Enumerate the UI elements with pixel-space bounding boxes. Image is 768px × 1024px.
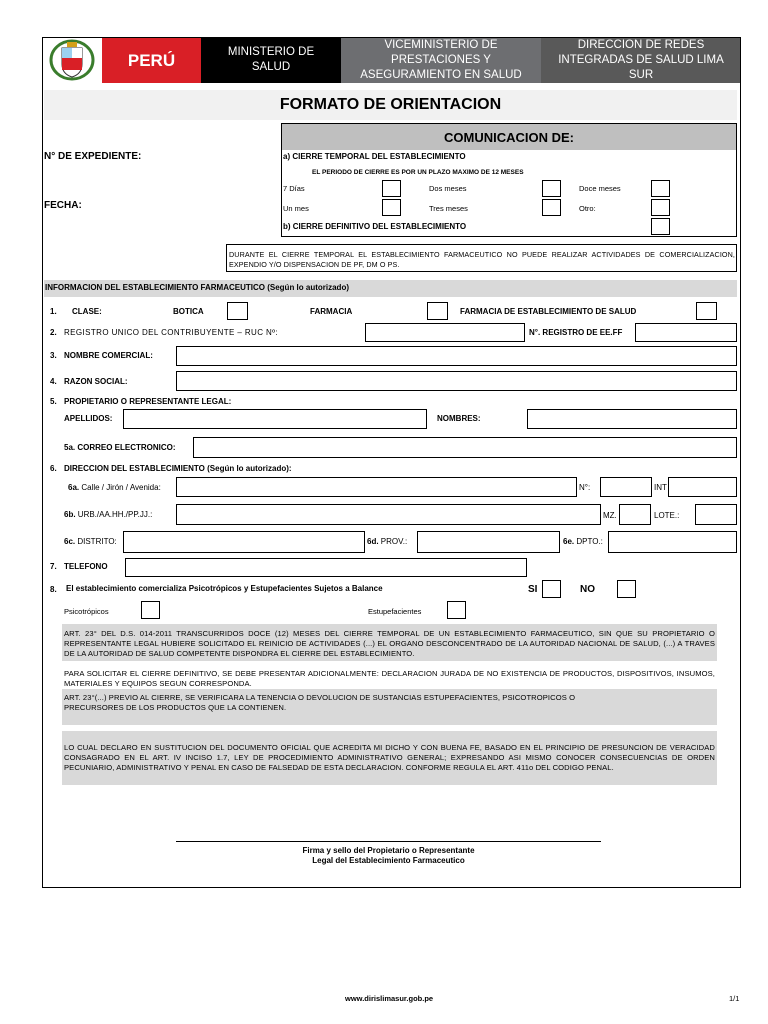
checkbox-tres-meses[interactable] bbox=[542, 199, 561, 216]
art23b-line2: PRECURSORES DE LOS PRODUCTOS QUE LA CONTIENEN. bbox=[64, 703, 287, 712]
expediente-label: N° DE EXPEDIENTE: bbox=[44, 151, 142, 162]
option-cierre-definitivo: b) CIERRE DEFINITIVO DEL ESTABLECIMIENTO bbox=[283, 222, 467, 231]
razon-num: 4. bbox=[50, 377, 57, 386]
duration-tres-meses: Tres meses bbox=[429, 204, 468, 213]
mz-input[interactable] bbox=[619, 504, 651, 525]
art23-text: ART. 23° DEL D.S. 014-2011 TRANSCURRIDOS DOCE (12) MESES DEL CIERRE TEMPORAL DE UN ESTABLECIMIENTO FARMACEUTICO, SIN QUE SU PROPIETARIO O REPRESENTANTE LEGAL HUBIERE SOLICITADO EL REINICIO DE ACTIVIDADES (...) EL ORGANO DESCONCENTRADO DE LA AUTORIDAD NACIONAL DE SALUD, (...) A TRAVES DE LA AUTORIDAD DE SALUD COMPETENTE DISPONDRA EL CIERRE DEL ESTABLECIMIENTO. bbox=[64, 629, 715, 658]
registro-eeff-input[interactable] bbox=[635, 323, 737, 342]
checkbox-doce-meses[interactable] bbox=[651, 180, 670, 197]
ruc-input[interactable] bbox=[365, 323, 525, 342]
distrito-label bbox=[64, 537, 117, 546]
calle-label bbox=[68, 483, 161, 492]
footer-website[interactable]: www.dirislimasur.gob.pe bbox=[345, 994, 434, 1003]
checkbox-psicotropicos[interactable] bbox=[141, 601, 160, 619]
distrito-code: 6c. bbox=[64, 537, 76, 546]
urb-label bbox=[64, 510, 152, 519]
art23b-line1: ART. 23°(...) PREVIO AL CIERRE, SE VERIFICARA LA TENENCIA O DEVOLUCION DE SUSTANCIAS ESTUPEFACIENTES, PSICOTROPICOS O bbox=[64, 693, 576, 702]
psicotropicos-label: Psicotrópicos bbox=[64, 607, 109, 616]
declaro-text: LO CUAL DECLARO EN SUSTITUCION DEL DOCUMENTO OFICIAL QUE ACREDITA MI DICHO Y CON BUENA FE, BASADO EN EL PRINCIPIO DE PRESUNCION DE VERACIDAD CONSAGRADO EN EL ART. IV INCISO 1.7, LEY DE PROCEDIMIENTO ADMINISTRATIVO GENERAL; EXPRESANDO ASI MISMO CONOCER CONSECUENCIAS DE ORDEN PECUNIARIO, ADMINISTRATIVO Y PENAL EN CASO DE FALSEDAD DE ESTA DECLARACION. CONFORME REGULA EL ART. 411o DEL CODIGO PENAL. bbox=[64, 743, 715, 772]
checkbox-botica[interactable] bbox=[227, 302, 248, 320]
propietario-num: 5. bbox=[50, 397, 57, 406]
correo-label: 5a. CORREO ELECTRONICO: bbox=[64, 443, 176, 452]
farmacia-establecimiento-label: FARMACIA DE ESTABLECIMIENTO DE SALUD bbox=[460, 307, 637, 316]
botica-label: BOTICA bbox=[173, 307, 204, 316]
nombres-input[interactable] bbox=[527, 409, 737, 429]
fecha-label: FECHA: bbox=[44, 200, 82, 211]
periodo-note: EL PERIODO DE CIERRE ES POR UN PLAZO MAXIMO DE 12 MESES bbox=[312, 169, 524, 176]
razon-social-input[interactable] bbox=[176, 371, 737, 391]
farmacia-label: FARMACIA bbox=[310, 307, 353, 316]
form-title: FORMATO DE ORIENTACION bbox=[44, 90, 737, 120]
checkbox-otro[interactable] bbox=[651, 199, 670, 216]
mz-label: MZ. bbox=[603, 511, 617, 520]
numero-input[interactable] bbox=[600, 477, 652, 497]
telefono-num: 7. bbox=[50, 562, 57, 571]
calle-input[interactable] bbox=[176, 477, 577, 497]
lote-label: LOTE.: bbox=[654, 511, 680, 520]
signature-caption-1: Firma y sello del Propietario o Representante bbox=[302, 846, 475, 855]
duration-doce-meses: Doce meses bbox=[579, 184, 621, 193]
telefono-label: TELEFONO bbox=[64, 562, 108, 571]
signature-caption-2: Legal del Establecimiento Farmaceutico bbox=[312, 856, 465, 865]
header-vice-ministry: VICEMINISTERIO DE PRESTACIONES Y ASEGURAMIENTO EN SALUD bbox=[341, 37, 541, 83]
direccion-label: DIRECCION DEL ESTABLECIMIENTO (Según lo autorizado): bbox=[64, 464, 292, 473]
prov-text: PROV.: bbox=[378, 537, 408, 546]
header-country: PERÚ bbox=[102, 37, 201, 83]
telefono-input[interactable] bbox=[125, 558, 527, 577]
no-label: NO bbox=[580, 584, 595, 595]
header-ministry: MINISTERIO DE SALUD bbox=[201, 37, 341, 83]
header-direction: DIRECCION DE REDES INTEGRADAS DE SALUD LIMA SUR bbox=[541, 37, 741, 83]
ruc-label: REGISTRO UNICO DEL CONTRIBUYENTE – RUC Nº: bbox=[64, 328, 279, 337]
registro-eeff-label: N°. REGISTRO DE EE.FF bbox=[529, 328, 623, 337]
dpto-label bbox=[563, 537, 603, 546]
clase-label: CLASE: bbox=[72, 307, 102, 316]
estupefacientes-label: Estupefacientes bbox=[368, 607, 422, 616]
clase-num: 1. bbox=[50, 307, 57, 316]
checkbox-un-mes[interactable] bbox=[382, 199, 401, 216]
checkbox-si[interactable] bbox=[542, 580, 561, 598]
int-input[interactable] bbox=[668, 477, 737, 497]
nombres-label: NOMBRES: bbox=[437, 414, 481, 423]
numero-label: N°: bbox=[579, 483, 591, 492]
checkbox-cierre-definitivo[interactable] bbox=[651, 218, 670, 235]
urb-code: 6b. bbox=[64, 510, 76, 519]
psico-question: El establecimiento comercializa Psicotrópicos y Estupefacientes Sujetos a Balance bbox=[66, 584, 383, 593]
footer-page-number: 1/1 bbox=[729, 994, 740, 1003]
duration-un-mes: Un mes bbox=[283, 204, 309, 213]
checkbox-no[interactable] bbox=[617, 580, 636, 598]
nombre-num: 3. bbox=[50, 351, 57, 360]
dpto-input[interactable] bbox=[608, 531, 737, 553]
calle-text: Calle / Jirón / Avenida: bbox=[79, 483, 161, 492]
dpto-code: 6e. bbox=[563, 537, 575, 546]
calle-code: 6a. bbox=[68, 483, 80, 492]
int-label: INT bbox=[654, 483, 667, 492]
dpto-text: DPTO.: bbox=[574, 537, 603, 546]
propietario-label: PROPIETARIO O REPRESENTANTE LEGAL: bbox=[64, 397, 232, 406]
duration-dos-meses: Dos meses bbox=[429, 184, 467, 193]
psico-num: 8. bbox=[50, 585, 57, 594]
checkbox-dos-meses[interactable] bbox=[542, 180, 561, 197]
duration-otro: Otro: bbox=[579, 204, 596, 213]
direccion-num: 6. bbox=[50, 464, 57, 473]
duration-7-dias: 7 Días bbox=[283, 184, 305, 193]
distrito-text: DISTRITO: bbox=[75, 537, 117, 546]
ruc-num: 2. bbox=[50, 328, 57, 337]
prov-input[interactable] bbox=[417, 531, 560, 553]
urb-text: URB./AA.HH./PP.JJ.: bbox=[75, 510, 153, 519]
lote-input[interactable] bbox=[695, 504, 737, 525]
cierre-definitivo-note: PARA SOLICITAR EL CIERRE DEFINITIVO, SE DEBE PRESENTAR ADICIONALMENTE: DECLARACION JURADA DE NO EXISTENCIA DE PRODUCTOS, DISPOSITIVOS, INSUMOS, MATERIALES Y EQUIPOS SEGUN CORRESPONDA. bbox=[64, 669, 715, 688]
prov-label bbox=[367, 537, 407, 546]
nombre-comercial-input[interactable] bbox=[176, 346, 737, 366]
razon-social-label: RAZON SOCIAL: bbox=[64, 377, 128, 386]
warning-text: DURANTE EL CIERRE TEMPORAL EL ESTABLECIMIENTO FARMACEUTICO NO PUEDE REALIZAR ACTIVIDADES DE COMERCIALIZACION, EXPENDIO Y/O DISPENSACION DE PF, DM O PS. bbox=[229, 250, 735, 269]
comunicacion-title: COMUNICACION DE: bbox=[282, 124, 736, 150]
signature-line bbox=[176, 841, 601, 842]
checkbox-farmacia[interactable] bbox=[427, 302, 448, 320]
apellidos-input[interactable] bbox=[123, 409, 427, 429]
distrito-input[interactable] bbox=[123, 531, 365, 553]
checkbox-farmacia-establecimiento[interactable] bbox=[696, 302, 717, 320]
section-info-title: INFORMACION DEL ESTABLECIMIENTO FARMACEUTICO (Según lo autorizado) bbox=[45, 283, 349, 292]
checkbox-estupefacientes[interactable] bbox=[447, 601, 466, 619]
si-label: SI bbox=[528, 584, 538, 595]
option-cierre-temporal: a) CIERRE TEMPORAL DEL ESTABLECIMIENTO bbox=[283, 152, 466, 161]
apellidos-label: APELLIDOS: bbox=[64, 414, 113, 423]
urb-input[interactable] bbox=[176, 504, 601, 525]
checkbox-7-dias[interactable] bbox=[382, 180, 401, 197]
nombre-comercial-label: NOMBRE COMERCIAL: bbox=[64, 351, 153, 360]
correo-input[interactable] bbox=[193, 437, 737, 458]
prov-code: 6d. bbox=[367, 537, 379, 546]
